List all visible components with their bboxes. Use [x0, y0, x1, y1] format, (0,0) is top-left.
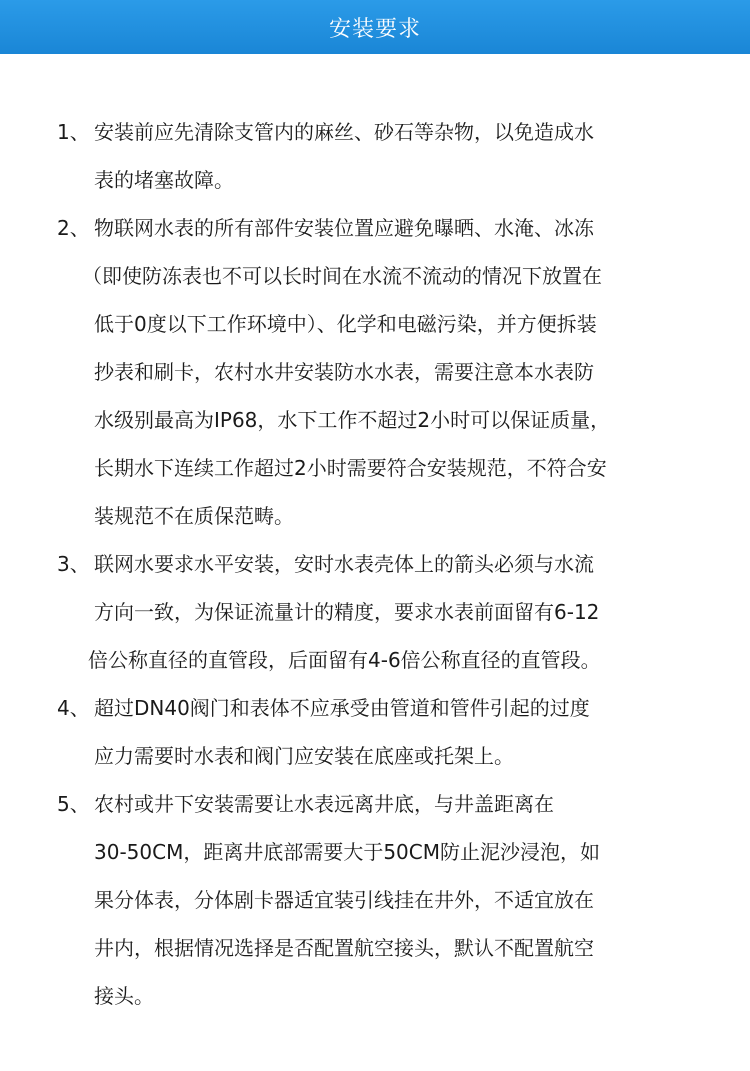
list-item	[0, 108, 750, 204]
list-item	[0, 540, 750, 684]
item-text: 抄表和刷卡，农村水井安装防水水表，需要注意本水表防	[94, 360, 594, 384]
item-line	[0, 780, 750, 828]
item-text: 井内，根据情况选择是否配置航空接头，默认不配置航空	[94, 936, 594, 960]
page-title: 安装要求	[328, 16, 421, 42]
item-line	[0, 972, 750, 1020]
item-line	[0, 732, 750, 780]
item-line	[0, 204, 750, 252]
item-line	[0, 348, 750, 396]
list-item	[0, 684, 750, 780]
item-line	[0, 396, 750, 444]
item-number: 1、	[57, 120, 90, 144]
item-line	[0, 684, 750, 732]
item-text: 联网水要求水平安装，安时水表壳体上的箭头必须与水流	[94, 552, 594, 576]
item-text: 果分体表，分体剧卡器适宜装引线挂在井外，不适宜放在	[94, 888, 594, 912]
item-text: 表的堵塞故障。	[94, 168, 234, 192]
item-line	[0, 636, 750, 684]
item-line	[0, 924, 750, 972]
item-text: （即使防冻表也不可以长时间在水流不流动的情况下放置在	[82, 264, 602, 288]
item-text: 长期水下连续工作超过2小时需要符合安装规范，不符合安	[94, 456, 607, 480]
item-text: 应力需要时水表和阀门应安装在底座或托架上。	[94, 744, 514, 768]
item-text: 水级别最高为IP68，水下工作不超过2小时可以保证质量，	[94, 408, 611, 432]
item-line	[0, 540, 750, 588]
item-text: 低于0度以下工作环境中）、化学和电磁污染，并方便拆装	[94, 312, 597, 336]
item-line	[0, 300, 750, 348]
item-line	[0, 108, 750, 156]
item-line	[0, 828, 750, 876]
item-text: 农村或井下安装需要让水表远离井底，与井盖距离在	[94, 792, 554, 816]
item-number: 3、	[57, 552, 90, 576]
requirements-list	[0, 108, 750, 1020]
list-item	[0, 780, 750, 1020]
item-text: 物联网水表的所有部件安装位置应避免曝晒、水淹、冰冻	[94, 216, 594, 240]
item-text: 接头。	[94, 984, 154, 1008]
header-banner	[0, 0, 750, 54]
item-number: 2、	[57, 216, 90, 240]
list-item	[0, 204, 750, 540]
item-number: 4、	[57, 696, 90, 720]
item-text: 装规范不在质保范畴。	[94, 504, 294, 528]
item-text: 方向一致，为保证流量计的精度，要求水表前面留有6-12	[94, 600, 600, 624]
item-line	[0, 444, 750, 492]
item-line	[0, 492, 750, 540]
item-number: 5、	[57, 792, 90, 816]
item-line	[0, 588, 750, 636]
item-text: 30-50CM，距离井底部需要大于50CM防止泥沙浸泡，如	[94, 840, 601, 864]
item-line	[0, 156, 750, 204]
item-line	[0, 876, 750, 924]
item-text: 安装前应先清除支管内的麻丝、砂石等杂物，以免造成水	[94, 120, 594, 144]
item-text: 倍公称直径的直管段，后面留有4-6倍公称直径的直管段。	[88, 648, 601, 672]
item-line	[0, 252, 750, 300]
item-text: 超过DN40阀门和表体不应承受由管道和管件引起的过度	[94, 696, 590, 720]
